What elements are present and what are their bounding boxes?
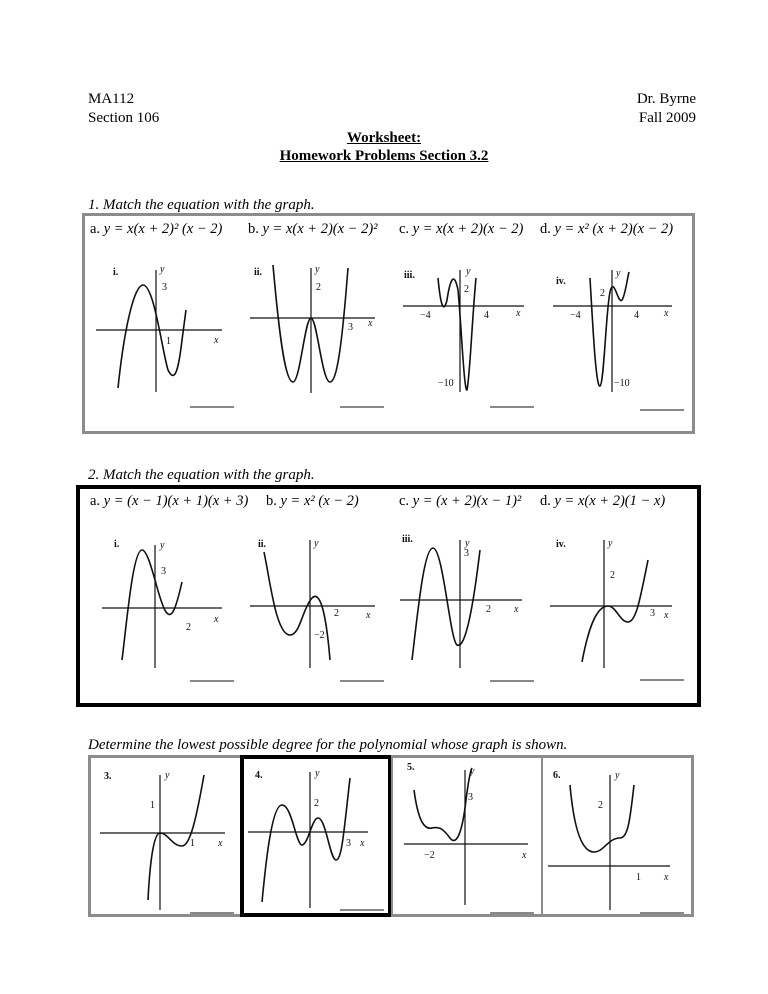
eq-expr: y = x(x + 2)² (x − 2)	[103, 221, 223, 237]
eq-expr: y = (x − 1)(x + 1)(x + 3)	[103, 493, 249, 509]
y-axis-label: y	[470, 766, 475, 777]
tick-label: −2	[424, 850, 435, 861]
tick-label: 2	[464, 284, 469, 295]
tick-label: 2	[334, 608, 339, 619]
tick-label: 1	[150, 800, 155, 811]
x-axis-label: x	[664, 872, 669, 883]
x-axis-label: x	[214, 335, 219, 346]
tick-label: 2	[316, 282, 321, 293]
eq-letter: d.	[540, 221, 551, 237]
graph-label: 4.	[255, 770, 263, 781]
tick-label: 1	[636, 872, 641, 883]
eq-expr: y = x² (x − 2)	[280, 493, 359, 509]
graph-label: iii.	[404, 270, 415, 281]
tick-label: 2	[486, 604, 491, 615]
instructor-name: Dr. Byrne	[636, 91, 696, 107]
graph-label: i.	[113, 267, 119, 278]
eq-letter: b.	[248, 221, 259, 237]
problem3-prompt: Determine the lowest possible degree for the polynomial whose graph is shown.	[88, 737, 568, 753]
tick-label: −10	[438, 378, 454, 389]
tick-label: 2	[314, 798, 319, 809]
eq-expr: y = x(x + 2)(x − 2)	[412, 221, 524, 237]
x-axis-label: x	[218, 838, 223, 849]
tick-label: 4	[634, 310, 639, 321]
tick-label: 3	[161, 566, 166, 577]
graph-label: iii.	[402, 534, 413, 545]
tick-label: 2	[186, 622, 191, 633]
worksheet-title: Worksheet:	[346, 130, 422, 146]
term: Fall 2009	[638, 110, 696, 126]
tick-label: 2	[600, 288, 605, 299]
tick-label: −2	[314, 630, 325, 641]
y-axis-label: y	[160, 264, 165, 275]
x-axis-label: x	[522, 850, 527, 861]
eq-letter: a.	[90, 493, 101, 509]
x-axis-label: x	[368, 318, 373, 329]
tick-label: 3	[346, 838, 351, 849]
eq-letter: d.	[540, 493, 551, 509]
x-axis-label: x	[214, 614, 219, 625]
problem1-prompt: 1. Match the equation with the graph.	[88, 197, 315, 213]
eq-letter: b.	[266, 493, 277, 509]
tick-label: −4	[570, 310, 581, 321]
graph-label: 3.	[104, 771, 112, 782]
y-axis-label: y	[315, 264, 320, 275]
eq-expr: y = x² (x + 2)(x − 2)	[554, 221, 674, 237]
y-axis-label: y	[466, 266, 471, 277]
graph-label: 5.	[407, 762, 415, 773]
graph-label: 6.	[553, 770, 561, 781]
tick-label: 2	[610, 570, 615, 581]
eq-expr: y = x(x + 2)(x − 2)²	[262, 221, 378, 237]
y-axis-label: y	[315, 768, 320, 779]
y-axis-label: y	[465, 538, 470, 549]
eq-expr: y = x(x + 2)(1 − x)	[554, 493, 666, 509]
y-axis-label: y	[616, 268, 621, 279]
x-axis-label: x	[664, 610, 669, 621]
tick-label: 3	[162, 282, 167, 293]
y-axis-label: y	[615, 770, 620, 781]
worksheet-subtitle: Homework Problems Section 3.2	[279, 148, 489, 164]
x-axis-label: x	[360, 838, 365, 849]
course-code: MA112	[88, 91, 135, 107]
x-axis-label: x	[664, 308, 669, 319]
x-axis-label: x	[516, 308, 521, 319]
course-section: Section 106	[88, 110, 160, 126]
graph-label: iv.	[556, 276, 566, 287]
eq-letter: c.	[399, 221, 410, 237]
tick-label: 3	[468, 792, 473, 803]
eq-letter: a.	[90, 221, 101, 237]
tick-label: −10	[614, 378, 630, 389]
tick-label: −4	[420, 310, 431, 321]
tick-label: 3	[348, 322, 353, 333]
tick-label: 1	[190, 838, 195, 849]
y-axis-label: y	[165, 770, 170, 781]
tick-label: 3	[464, 548, 469, 559]
eq-letter: c.	[399, 493, 410, 509]
graph-label: iv.	[556, 539, 566, 550]
tick-label: 4	[484, 310, 489, 321]
tick-label: 3	[650, 608, 655, 619]
tick-label: 2	[598, 800, 603, 811]
y-axis-label: y	[314, 538, 319, 549]
y-axis-label: y	[160, 540, 165, 551]
y-axis-label: y	[608, 538, 613, 549]
tick-label: 1	[166, 336, 171, 347]
graph-label: ii.	[254, 267, 263, 278]
graph-label: ii.	[258, 539, 267, 550]
x-axis-label: x	[366, 610, 371, 621]
eq-expr: y = (x + 2)(x − 1)²	[412, 493, 522, 509]
graph-label: i.	[114, 539, 120, 550]
problem2-prompt: 2. Match the equation with the graph.	[88, 467, 315, 483]
x-axis-label: x	[514, 604, 519, 615]
